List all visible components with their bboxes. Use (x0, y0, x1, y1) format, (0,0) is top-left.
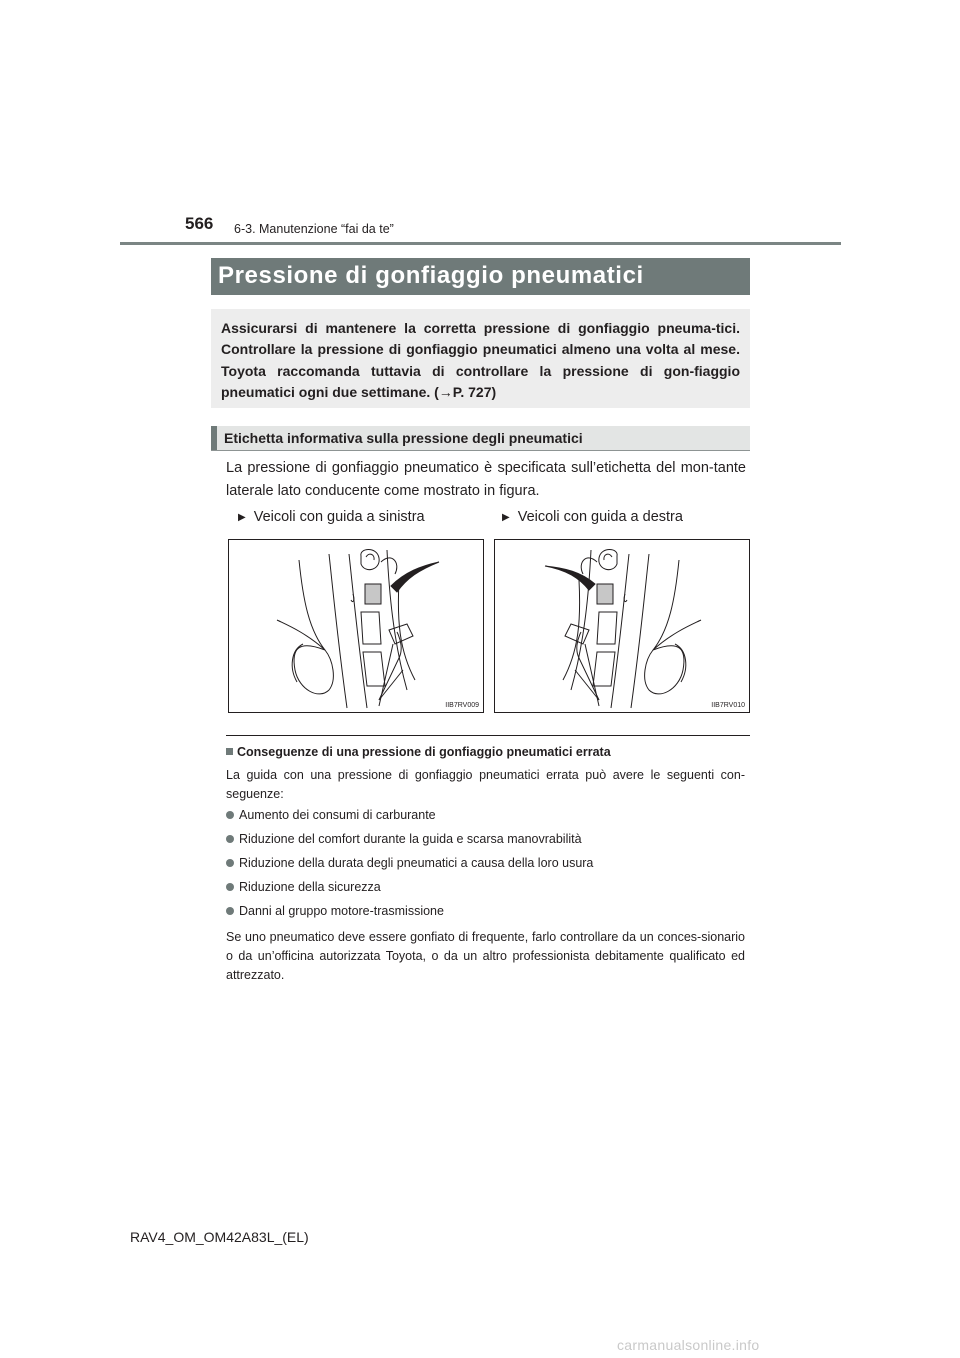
note-closing: Se uno pneumatico deve essere gonfiato di frequente, farlo controllare da un conces-sionario o da un’officina autorizzata Toyota, o da un altro professionista debitamente qualificato ed attrezzato. (226, 930, 745, 982)
note-intro: La guida con una pressione di gonfiaggio pneumatici errata può avere le seguenti con-seguenze: (226, 768, 745, 801)
page-title-bar (211, 258, 750, 295)
body-paragraph: La pressione di gonfiaggio pneumatico è specificata sull’etichetta del mon-tante laterale lato conducente come mostrato in figura. (226, 460, 746, 499)
list-item-text: Riduzione del comfort durante la guida e scarsa manovrabilità (239, 832, 582, 846)
subheading-text: Etichetta informativa sulla pressione degli pneumatici (224, 430, 583, 446)
header-divider (120, 242, 841, 245)
triangle-bullet-icon: ▶ (238, 512, 246, 523)
figure-label-left (238, 509, 425, 525)
bullet-dot-icon (226, 835, 234, 843)
bullet-dot-icon (226, 883, 234, 891)
figure-code-left: IIB7RV009 (445, 702, 479, 709)
note-heading-text: Conseguenze di una pressione di gonfiaggio pneumatici errata (237, 745, 611, 759)
figure-label-right (502, 509, 683, 525)
figure-lhd-illustration (228, 539, 484, 713)
page-title: Pressione di gonfiaggio pneumatici (218, 262, 644, 289)
section-divider (226, 735, 750, 736)
figure-label-right-text: Veicoli con guida a destra (517, 509, 683, 525)
list-item (226, 856, 593, 870)
bullet-dot-icon (226, 811, 234, 819)
list-item-text: Danni al gruppo motore-trasmissione (239, 904, 444, 918)
figure-code-right: IIB7RV010 (711, 702, 745, 709)
intro-text: Assicurarsi di mantenere la corretta pressione di gonfiaggio pneuma-tici. Controllare la pressione di gonfiaggio pneumatici almeno una volta al mese. Toyota raccomanda tuttavia di controllare la pressione di gon-fiaggio pneumatici ogni due settimane. (→P. 727) (221, 320, 740, 401)
square-bullet-icon (226, 748, 233, 755)
list-item (226, 808, 436, 822)
list-item (226, 832, 582, 846)
subheading-accent (211, 426, 217, 450)
bullet-dot-icon (226, 859, 234, 867)
list-item (226, 880, 381, 894)
watermark: carmanualsonline.info (617, 1337, 760, 1353)
triangle-bullet-icon: ▶ (502, 512, 510, 523)
page-number: 566 (185, 214, 214, 233)
bullet-dot-icon (226, 907, 234, 915)
subheading-bar (211, 426, 750, 450)
note-heading (226, 745, 611, 759)
figure-label-left-text: Veicoli con guida a sinistra (253, 509, 425, 525)
list-item-text: Riduzione della durata degli pneumatici a causa della loro usura (239, 856, 594, 870)
list-item (226, 904, 444, 918)
intro-box (211, 309, 750, 408)
list-item-text: Aumento dei consumi di carburante (239, 808, 436, 822)
figure-rhd-illustration (494, 539, 750, 713)
subheading-divider (211, 450, 750, 451)
list-item-text: Riduzione della sicurezza (239, 880, 381, 894)
document-code: RAV4_OM_OM42A83L_(EL) (130, 1229, 309, 1245)
section-breadcrumb: 6-3. Manutenzione “fai da te” (234, 222, 394, 236)
